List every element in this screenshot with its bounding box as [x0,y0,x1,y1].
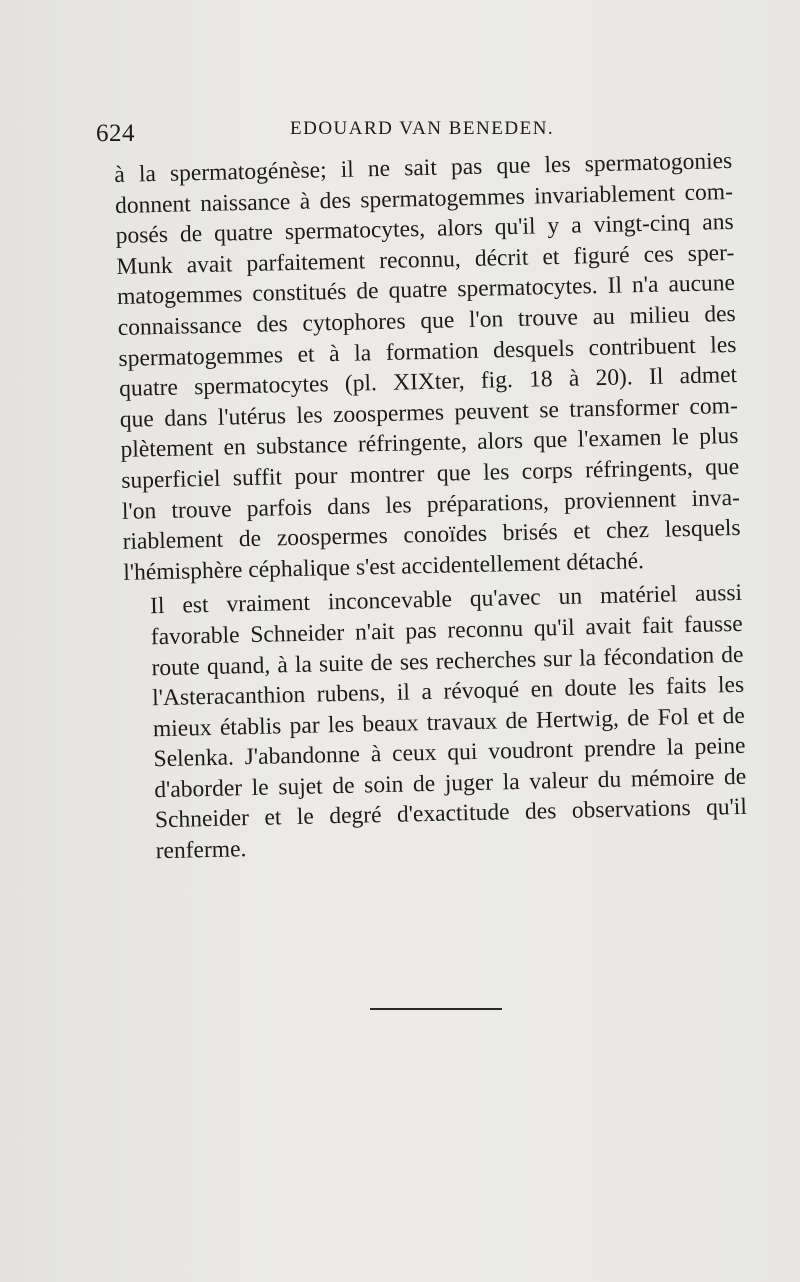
running-head: EDOUARD VAN BENEDEN. [290,118,555,139]
text-line: connaissance des cytophores que l'on trouve au milieu des [117,300,736,341]
text-line: Munk avait parfaitement reconnu, décrit et figuré ces sper- [116,239,735,280]
page-number: 624 [96,120,135,147]
text-line: favorable Schneider n'ait pas reconnu qu'il avait fait fausse [150,610,743,651]
text-line: Selenka. J'abandonne à ceux qui voudront prendre la peine [153,733,746,773]
paragraph-1 [114,146,742,588]
body-text [114,146,748,867]
text-line: Schneider et le degré d'exactitude des observations qu'il [154,794,748,834]
text-line: quatre spermatocytes (pl. XIXter, fig. 18 à 20). Il admet [118,362,738,403]
text-line: posés de quatre spermatocytes, alors qu'il y a vingt-cinq ans [115,209,734,250]
text-line: Il est vraiment inconcevable qu'avec un matériel aussi [149,580,743,620]
text-line: spermatogemmes et à la formation desquels contribuent les [118,331,737,372]
text-line: route quand, à la suite de ses recherches sur la fécondation de [151,641,744,681]
text-line: mieux établis par les beaux travaux de Hertwig, de Fol et de [152,702,746,742]
text-line: d'aborder le sujet de soin de juger la valeur du mémoire de [154,763,747,804]
text-line: matogemmes constitués de quatre spermatocytes. Il n'a aucune [116,270,736,311]
text-line: renferme. [155,836,247,865]
text-line: superficiel suffit pour montrer que les corps réfringents, que [120,453,740,494]
text-line: l'Asteracanthion rubens, il a révoqué en doute les faits les [151,671,745,712]
text-line: l'on trouve parfois dans les préparations, proviennent inva- [121,484,741,525]
text-line: donnent naissance à des spermatogemmes invariablement com- [114,178,734,219]
page-header [96,112,736,152]
paragraph-2 [124,578,748,867]
text-line: que dans l'utérus les zoospermes peuvent se transformer com- [119,392,739,433]
closing-rule [370,1008,502,1010]
text-line: plètement en substance réfringente, alors que l'examen le plus [120,423,739,464]
text-line: à la spermatogénèse; il ne sait pas que les spermatogonies [114,147,733,188]
text-line: l'hémisphère céphalique s'est accidentellement détaché. [123,547,645,586]
text-line: riablement de zoospermes conoïdes brisés et chez lesquels [122,515,741,556]
